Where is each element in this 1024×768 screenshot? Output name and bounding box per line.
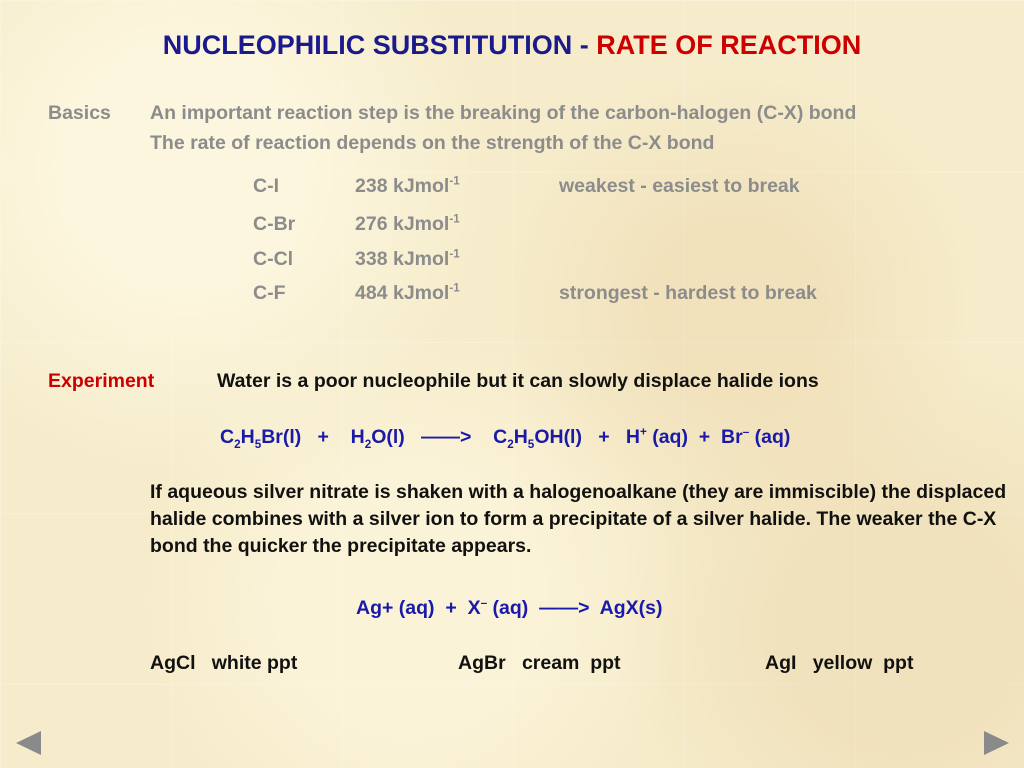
basics-label: Basics [48, 102, 111, 124]
bond-note: weakest - easiest to break [559, 175, 800, 197]
page-title [0, 30, 1024, 61]
basics-line1: An important reaction step is the breaking of the carbon-halogen (C-X) bond [150, 102, 857, 124]
bond-name: C-Br [253, 213, 296, 235]
hydrolysis-equation: $C_2H_5Br(l)$ + $H_2O(l)$ ——> $C_2H_5OH(l) + H^+$ (aq) + Br– (aq) [220, 425, 791, 451]
bond-energy: 238 kJmol$^{-1}$ [355, 174, 460, 197]
prev-slide-icon[interactable] [16, 731, 41, 755]
bond-name: C-F [253, 282, 286, 304]
experiment-intro: Water is a poor nucleophile but it can slowly displace halide ions [217, 370, 819, 392]
bond-energy: 484 kJmol$^{-1}$ [355, 281, 460, 304]
bond-name: C-I [253, 175, 279, 197]
silver-equation: Ag+ (aq) + X– (aq) ——> AgX(s) [356, 596, 663, 619]
precipitate-agcl: AgCl white ppt [150, 652, 298, 674]
basics-line2: The rate of reaction depends on the strength of the C-X bond [150, 132, 715, 154]
precipitate-agi: AgI yellow ppt [765, 652, 914, 674]
title-part2: RATE OF REACTION [596, 30, 862, 60]
precipitate-agbr: AgBr cream ppt [458, 652, 621, 674]
bond-name: C-Cl [253, 248, 294, 270]
bond-energy: 338 kJmol$^{-1}$ [355, 247, 460, 270]
bond-energy: 276 kJmol$^{-1}$ [355, 212, 460, 235]
title-part1: NUCLEOPHILIC SUBSTITUTION - [162, 30, 597, 60]
experiment-paragraph: If aqueous silver nitrate is shaken with a halogenoalkane (they are immiscible) the displaced halide combines with a silver ion to form a precipitate of a silver halide. The weaker the C-X bond the quicker the precipitate appears. [150, 481, 1007, 557]
experiment-label: Experiment [48, 370, 155, 392]
bond-note: strongest - hardest to break [559, 282, 817, 304]
next-slide-icon[interactable] [984, 731, 1009, 755]
